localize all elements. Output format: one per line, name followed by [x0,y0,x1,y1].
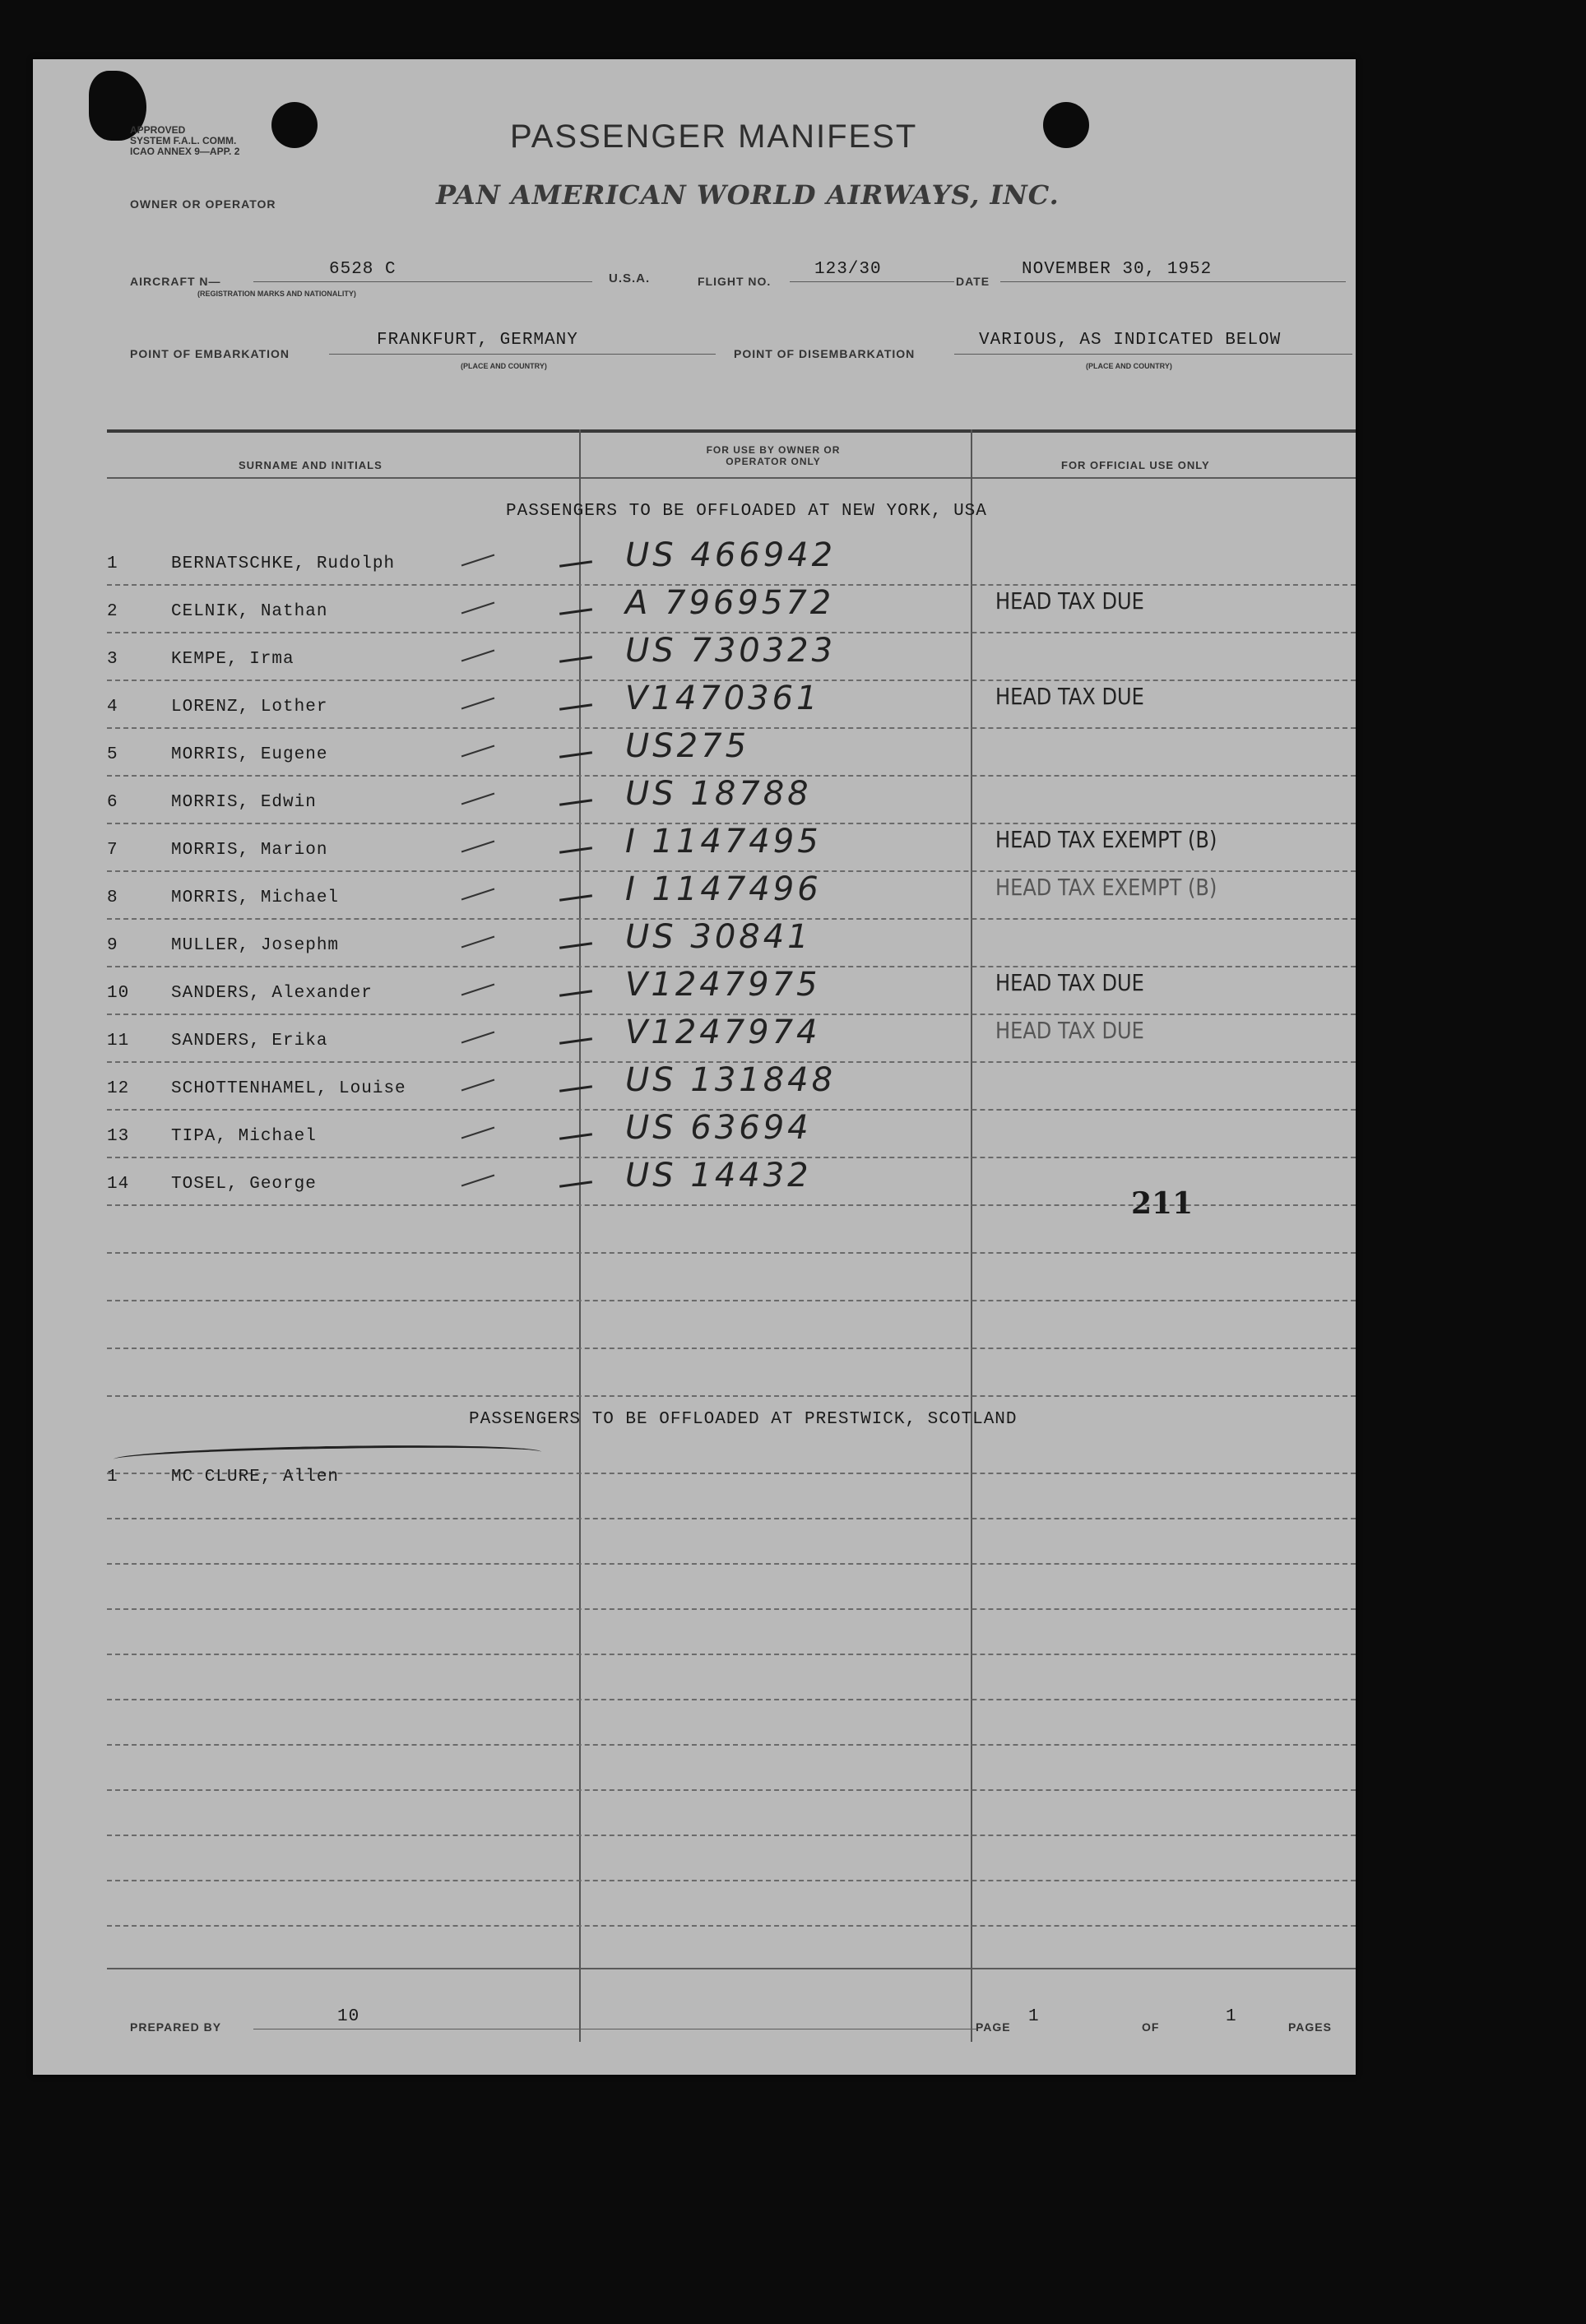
check-mark [461,1127,495,1139]
check-mark [461,698,495,710]
check-mark [461,745,495,758]
document-number: V1470361 [625,680,821,717]
aircraft-underline [253,281,592,282]
form-ref-line-1: APPROVED [130,124,186,136]
date-value: NOVEMBER 30, 1952 [1022,260,1213,279]
row-number: 11 [107,1032,130,1051]
row-number: 9 [107,936,118,955]
aircraft-label: AIRCRAFT N— [130,275,221,288]
dash-mark [559,1037,592,1045]
manifest-sheet [33,59,1356,2075]
official-note: HEAD TAX DUE [995,969,1144,996]
ruled-line [107,1608,1356,1610]
check-mark [461,1032,495,1044]
ruled-line [107,1835,1356,1836]
ruled-line [107,1654,1356,1655]
table-header-rule [107,477,1356,479]
dash-mark [559,990,592,997]
document-number: US 18788 [625,775,812,813]
passenger-name: MORRIS, Eugene [171,745,328,764]
form-ref-line-2: SYSTEM F.A.L. COMM. [130,135,237,146]
disembarkation-label: POINT OF DISEMBARKATION [734,347,916,360]
flight-label: FLIGHT NO. [698,275,772,288]
passenger-name: SANDERS, Alexander [171,984,373,1003]
official-note: HEAD TAX DUE [995,683,1144,710]
section-heading-prestwick: PASSENGERS TO BE OFFLOADED AT PRESTWICK, SCOTLAND [469,1410,1018,1429]
airline-name: PAN AMERICAN WORLD AIRWAYS, INC. [436,179,1060,211]
dash-mark [559,560,592,568]
dash-mark [559,703,592,711]
column-divider-1 [579,429,581,2042]
passenger-name: MULLER, Josephm [171,936,340,955]
owner-label: OWNER OR OPERATOR [130,197,276,211]
passenger-name: TOSEL, George [171,1175,317,1194]
document-number: A 7969572 [625,584,835,622]
row-number: 5 [107,745,118,764]
dash-mark [559,1181,592,1188]
document-number: I 1147496 [625,870,822,908]
document-number: US 466942 [625,536,837,574]
passenger-name: KEMPE, Irma [171,650,294,669]
disembarkation-caption: (PLACE AND COUNTRY) [1086,362,1172,370]
check-mark [461,888,495,901]
row-number: 10 [107,984,130,1003]
column-divider-2 [971,429,972,2042]
passenger-name: MORRIS, Michael [171,888,340,907]
check-mark [461,1079,495,1092]
form-ref-line-3: ICAO ANNEX 9—APP. 2 [130,146,240,157]
document-number: US 63694 [625,1109,812,1147]
passenger-name: CELNIK, Nathan [171,602,328,621]
row-number: 6 [107,793,118,812]
official-note: HEAD TAX EXEMPT (B) [995,874,1217,901]
passenger-name: MC CLURE, Allen [171,1468,340,1487]
document-number: US275 [625,727,750,765]
passenger-name: LORENZ, Lother [171,698,328,717]
disembarkation-value: VARIOUS, AS INDICATED BELOW [979,331,1282,350]
disembarkation-underline [954,354,1352,355]
passenger-name: MORRIS, Edwin [171,793,317,812]
ruled-line [107,1925,1356,1927]
column-header-owner: FOR USE BY OWNER OR OPERATOR ONLY [706,444,841,467]
document-number: US 131848 [625,1061,837,1099]
table-bottom-rule [107,1968,1356,1969]
ruled-line [107,1252,1356,1254]
official-note: HEAD TAX DUE [995,1017,1144,1044]
row-number: 14 [107,1175,130,1194]
column-header-surname: SURNAME AND INITIALS [239,459,383,471]
passenger-name: BERNATSCHKE, Rudolph [171,554,396,573]
section-heading-new-york: PASSENGERS TO BE OFFLOADED AT NEW YORK, USA [506,502,987,521]
dash-mark [559,1133,592,1140]
dash-mark [559,751,592,758]
ruled-line [107,1744,1356,1746]
dash-mark [559,942,592,949]
check-mark [461,602,495,615]
row-number: 13 [107,1127,130,1146]
dash-mark [559,894,592,902]
official-note: HEAD TAX EXEMPT (B) [995,826,1217,853]
passenger-name: SANDERS, Erika [171,1032,328,1051]
check-mark [461,554,495,567]
form-reference [130,125,239,157]
check-mark [461,984,495,996]
check-mark [461,841,495,853]
annotation-number: 211 [1131,1186,1194,1221]
embarkation-value: FRANKFURT, GERMANY [377,331,578,350]
passenger-name: MORRIS, Marion [171,841,328,860]
row-number: 4 [107,698,118,717]
page-value: 1 [1028,2007,1040,2026]
punch-hole-left [271,102,318,148]
punch-hole-right [1043,102,1089,148]
embarkation-caption: (PLACE AND COUNTRY) [461,362,547,370]
page-label: PAGE [976,2020,1011,2034]
registration-caption: (REGISTRATION MARKS AND NATIONALITY) [197,290,356,298]
ruled-line [107,1348,1356,1349]
document-number: I 1147495 [625,823,822,860]
check-mark [461,936,495,949]
dash-mark [559,847,592,854]
page-title: PASSENGER MANIFEST [510,118,918,155]
document-number: US 730323 [625,632,837,670]
ruled-line [107,1395,1356,1397]
column-header-official: FOR OFFICIAL USE ONLY [1061,459,1210,471]
check-mark [461,1175,495,1187]
country-label: U.S.A. [609,271,651,285]
prepared-value: 10 [337,2007,360,2026]
dash-mark [559,608,592,615]
row-number: 7 [107,841,118,860]
row-number: 12 [107,1079,130,1098]
document-number: V1247974 [625,1014,821,1051]
ruled-line [107,1789,1356,1791]
prepared-label: PREPARED BY [130,2020,222,2034]
check-mark [461,650,495,662]
date-underline [1000,281,1346,282]
document-number: US 30841 [625,918,812,956]
passenger-name: TIPA, Michael [171,1127,317,1146]
ruled-line [107,1518,1356,1519]
aircraft-value: 6528 C [329,260,396,279]
document-number: V1247975 [625,966,821,1004]
table-top-rule [107,429,1356,433]
embarkation-label: POINT OF EMBARKATION [130,347,290,360]
row-number: 8 [107,888,118,907]
of-label: OF [1142,2020,1160,2034]
dash-mark [559,799,592,806]
ruled-line [107,1563,1356,1565]
row-number: 1 [107,554,118,573]
date-label: DATE [956,275,990,288]
flight-underline [790,281,954,282]
row-number: 3 [107,650,118,669]
ruled-line [107,1880,1356,1881]
embarkation-underline [329,354,716,355]
dash-mark [559,656,592,663]
flight-value: 123/30 [814,260,882,279]
passenger-name: SCHOTTENHAMEL, Louise [171,1079,406,1098]
document-number: US 14432 [625,1157,812,1194]
ruled-line [107,1699,1356,1700]
strike-through-mark [114,1442,541,1468]
ruled-line [107,1300,1356,1301]
check-mark [461,793,495,805]
pages-label: PAGES [1288,2020,1332,2034]
of-value: 1 [1226,2007,1237,2026]
official-note: HEAD TAX DUE [995,587,1144,615]
row-number: 1 [107,1468,118,1487]
dash-mark [559,1085,592,1092]
row-number: 2 [107,602,118,621]
